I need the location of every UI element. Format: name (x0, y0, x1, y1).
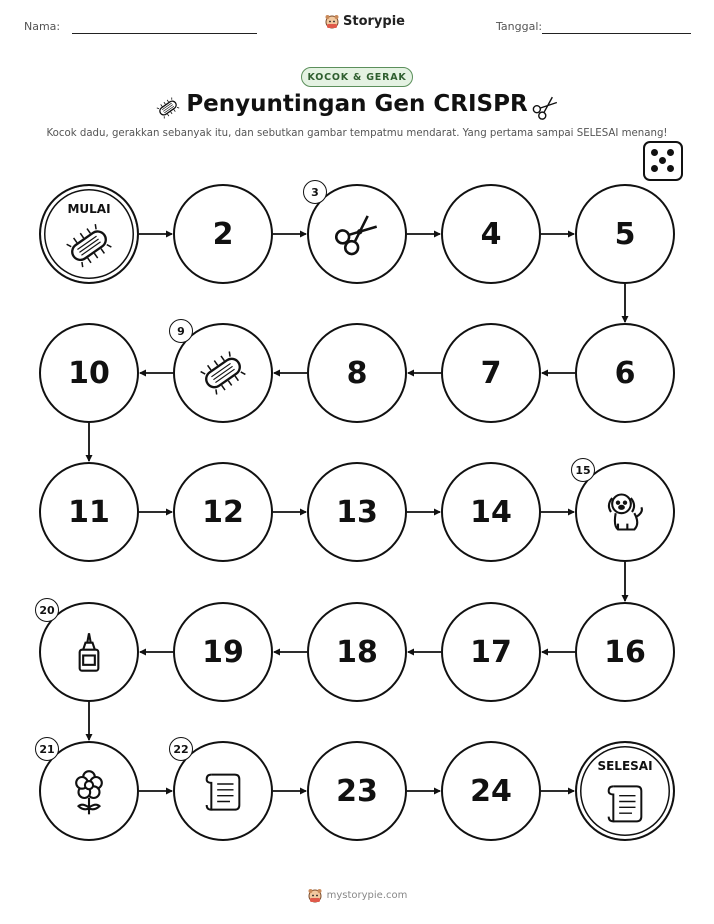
board-space-18 (307, 602, 407, 702)
board-space-4 (441, 184, 541, 284)
puppy-icon (597, 484, 653, 540)
space-number: 13 (336, 494, 378, 530)
board-space-24 (441, 741, 541, 841)
space-number: 8 (346, 355, 368, 391)
scroll-icon (597, 777, 653, 833)
space-number: 10 (68, 355, 110, 391)
footer (0, 887, 714, 903)
space-number: 7 (480, 355, 502, 391)
board-space-6 (575, 323, 675, 423)
name-label: Nama: (24, 20, 61, 33)
space-number-badge: 22 (169, 737, 193, 761)
space-number: 12 (202, 494, 244, 530)
space-number: 2 (212, 216, 234, 252)
board-space-20 (39, 602, 139, 702)
space-number: 16 (604, 634, 646, 670)
page-title: Penyuntingan Gen CRISPR (186, 91, 528, 117)
board-space-21 (39, 741, 139, 841)
space-number: 23 (336, 773, 378, 809)
game-type-badge: KOCOK & GERAK (301, 67, 413, 87)
space-number: 24 (470, 773, 512, 809)
board-space-13 (307, 462, 407, 562)
space-label: MULAI (67, 202, 111, 216)
board-space-1 (39, 184, 139, 284)
board-space-9 (173, 323, 273, 423)
board-space-2 (173, 184, 273, 284)
space-number-badge: 9 (169, 319, 193, 343)
board-space-10 (39, 323, 139, 423)
footer-mascot-icon (307, 887, 323, 903)
space-number: 5 (614, 216, 636, 252)
board-space-19 (173, 602, 273, 702)
board-space-12 (173, 462, 273, 562)
date-label: Tanggal: (496, 20, 543, 33)
brand-name: Storypie (343, 13, 405, 29)
space-number-badge: 15 (571, 458, 595, 482)
space-number: 6 (614, 355, 636, 391)
board-space-17 (441, 602, 541, 702)
board-space-3 (307, 184, 407, 284)
footer-url[interactable]: mystorypie.com (326, 889, 408, 901)
board-space-15 (575, 462, 675, 562)
space-number: 4 (480, 216, 502, 252)
scissors-icon (329, 206, 385, 262)
space-number: 18 (336, 634, 378, 670)
bacteria-icon (195, 345, 251, 401)
bacteria-icon (61, 220, 117, 276)
glue-bottle-icon (61, 624, 117, 680)
space-number-badge: 20 (35, 598, 59, 622)
space-number: 19 (202, 634, 244, 670)
space-label: SELESAI (597, 759, 653, 773)
scroll-icon (195, 763, 251, 819)
space-number: 14 (470, 494, 512, 530)
space-number: 17 (470, 634, 512, 670)
board-space-5 (575, 184, 675, 284)
space-number-badge: 3 (303, 180, 327, 204)
board-space-22 (173, 741, 273, 841)
space-number-badge: 21 (35, 737, 59, 761)
flower-icon (61, 763, 117, 819)
board-space-11 (39, 462, 139, 562)
board-space-25 (575, 741, 675, 841)
board-space-23 (307, 741, 407, 841)
board-space-14 (441, 462, 541, 562)
instructions: Kocok dadu, gerakkan sebanyak itu, dan sebutkan gambar tempatmu mendarat. Yang pertama sampai SELESAI menang! (46, 128, 668, 139)
board-space-8 (307, 323, 407, 423)
board-space-7 (441, 323, 541, 423)
space-number: 11 (68, 494, 110, 530)
board-space-16 (575, 602, 675, 702)
